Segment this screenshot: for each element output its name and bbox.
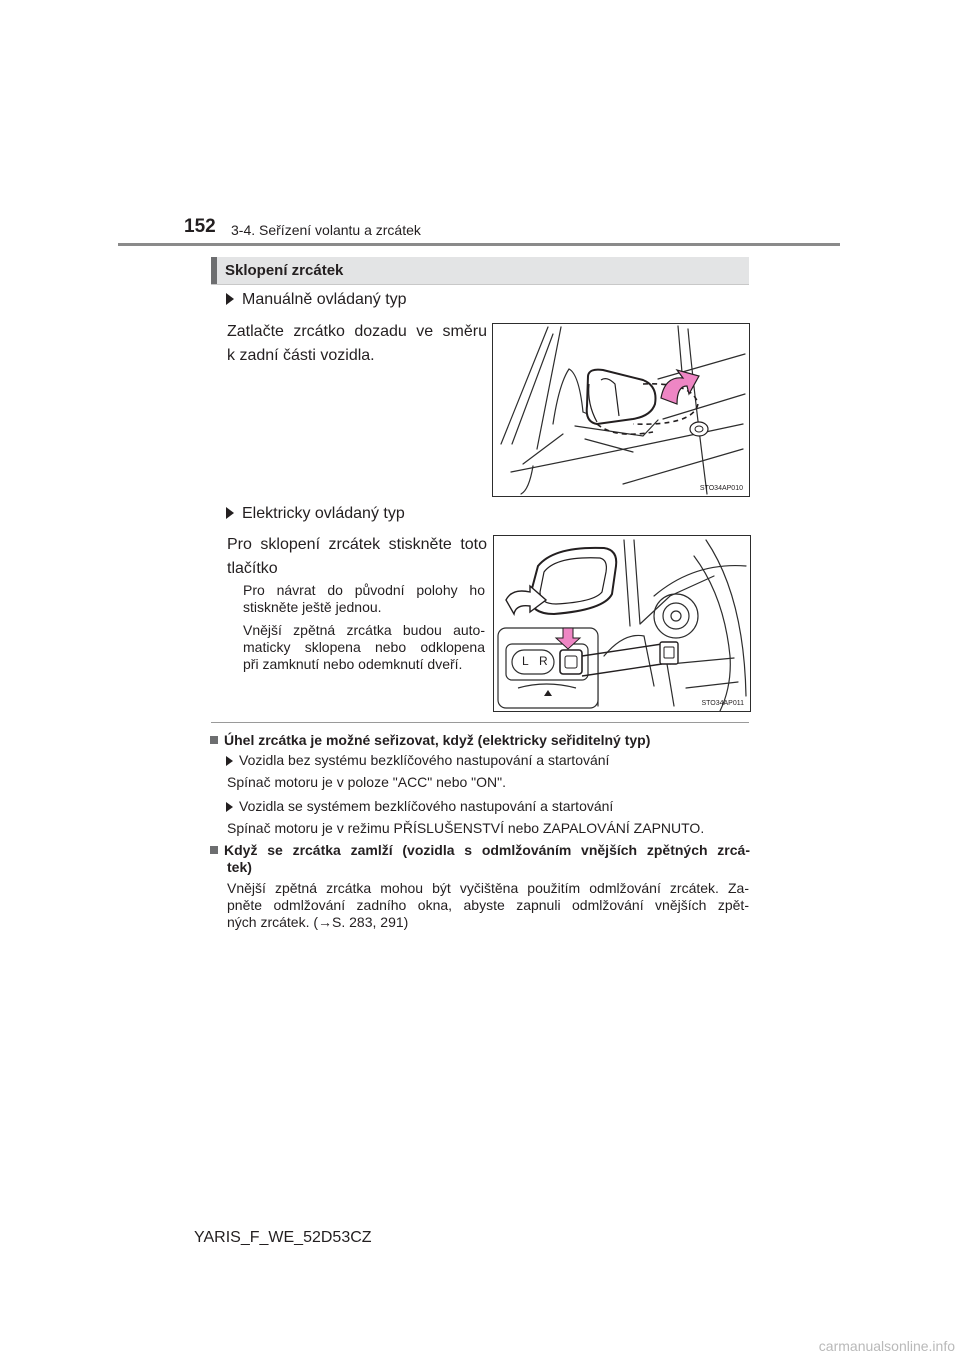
angle-text-2: Spínač motoru je v režimu PŘÍSLUŠENSTVÍ nebo ZAPALOVÁNÍ ZAPNUTO. <box>227 820 705 836</box>
note-line: pněte odmlžování zadního okna, abyste zapnuli odmlžování vnějších zpět- <box>227 897 749 913</box>
electric-type-heading: Elektricky ovládaný typ <box>226 505 405 523</box>
electric-switch-illustration <box>494 536 750 711</box>
arrow-right-icon <box>226 802 233 812</box>
angle-note-heading: Úhel zrcátka je možné seřizovat, když (elektricky seřiditelný typ) <box>210 732 650 749</box>
electric-note-return <box>243 582 485 616</box>
note-line: Vnější zpětná zrcátka budou auto- <box>243 622 485 638</box>
fog-note-text <box>227 880 749 931</box>
angle-text-1: Spínač motoru je v poloze "ACC" nebo "ON". <box>227 774 507 790</box>
manual-mirror-illustration <box>493 324 749 496</box>
note-line: stiskněte ještě jednou. <box>243 599 382 615</box>
electric-note-auto <box>243 622 485 673</box>
switch-label-right: R <box>539 654 548 668</box>
note-line: ných zrcátek. (→S. 283, 291) <box>227 914 409 930</box>
electric-mirror-figure <box>493 535 751 712</box>
banner-title: Sklopení zrcátek <box>225 262 344 279</box>
fog-note-heading: Když se zrcátka zamlží (vozidla s odmlžováním vnějších zpětných zrcá- tek) <box>210 842 750 876</box>
arrow-right-icon <box>226 293 234 305</box>
manual-instruction-line: k zadní části vozidla. <box>227 347 375 364</box>
switch-label-left: L <box>522 654 529 668</box>
note-line: Pro návrat do původní polohy ho <box>243 582 485 598</box>
angle-sub-heading-2: Vozidla se systémem bezklíčového nastupování a startování <box>226 798 613 814</box>
note-line: maticky sklopena nebo odklopena <box>243 639 485 655</box>
square-bullet-icon <box>210 736 218 744</box>
section-banner <box>211 257 749 285</box>
manual-instruction-line: Zatlačte zrcátko dozadu ve směru <box>227 323 487 340</box>
figure-code: STO34AP010 <box>699 485 743 492</box>
angle-sub-heading-1: Vozidla bez systému bezklíčového nastupování a startování <box>226 752 609 768</box>
section-title: 3-4. Seřízení volantu a zrcátek <box>231 222 421 238</box>
electric-instruction-line: tlačítko <box>227 560 278 577</box>
electric-instruction <box>227 533 487 581</box>
header-rule <box>118 243 840 246</box>
figure-code: STO34AP011 <box>701 700 744 707</box>
document-code: YARIS_F_WE_52D53CZ <box>194 1229 372 1246</box>
arrow-right-icon <box>226 507 234 519</box>
notes-divider <box>211 722 749 723</box>
watermark: carmanualsonline.info <box>818 1338 955 1354</box>
manual-type-heading: Manuálně ovládaný typ <box>226 291 407 309</box>
page-number: 152 <box>184 216 216 237</box>
note-line: Vnější zpětná zrcátka mohou být vyčištěna použitím odmlžování zrcátek. Za- <box>227 880 749 896</box>
electric-instruction-line: Pro sklopení zrcátek stiskněte toto <box>227 536 487 553</box>
note-line: při zamknutí nebo odemknutí dveří. <box>243 656 463 672</box>
arrow-right-icon <box>226 756 233 766</box>
manual-instruction <box>227 320 487 368</box>
manual-mirror-figure <box>492 323 750 497</box>
square-bullet-icon <box>210 846 218 854</box>
banner-bar <box>211 257 217 284</box>
